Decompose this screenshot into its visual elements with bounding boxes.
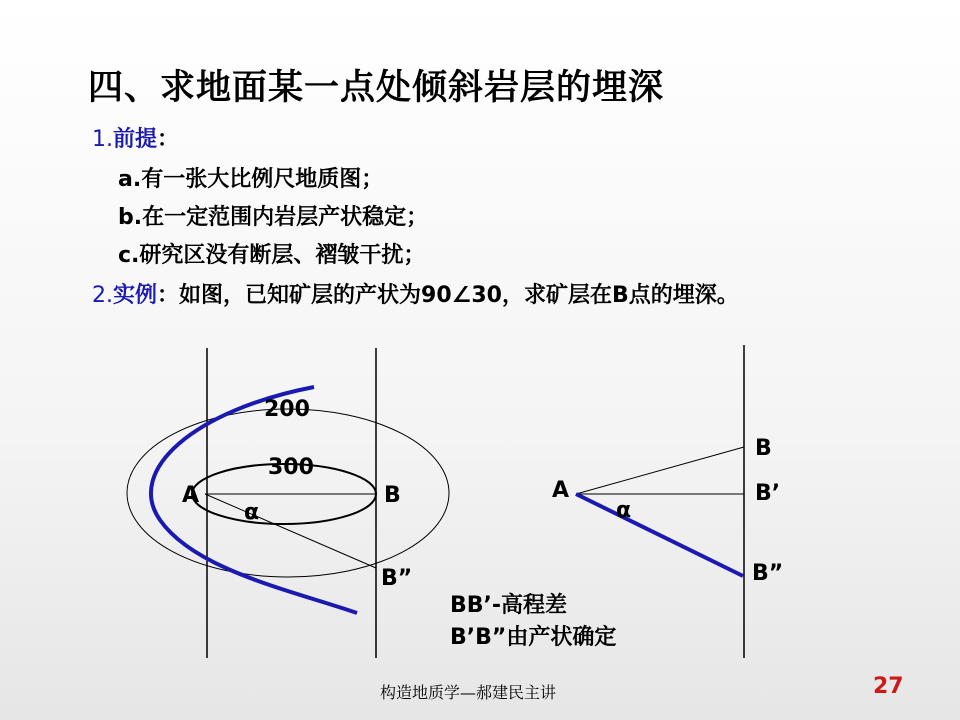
condition-c: c.研究区没有断层、褶皱干扰； [118,243,426,268]
ore-layer-dip-line [576,494,743,576]
premise-number: 1. [92,127,113,152]
premise-colon: ： [157,127,180,152]
section-angle-alpha-label: α [616,498,632,523]
point-b-label: B [384,483,401,508]
premise-label: 前提 [113,127,158,152]
section-point-b-label: B [755,436,772,461]
example-text: ：如图，已知矿层的产状为90∠30，求矿层在B点的埋深。 [157,283,739,308]
section-view-diagram [552,345,783,658]
point-b2-label: B” [381,566,413,591]
note-attitude-determined: B’B”由产状确定 [450,625,617,650]
note-elevation-difference: BB’-高程差 [450,593,568,618]
contour-label-200: 200 [264,397,310,422]
section-point-b1-label: B’ [755,481,781,506]
contour-label-300: 300 [268,455,314,480]
section-point-a-label: A [552,478,570,503]
condition-b: b.在一定范围内岩层产状稳定； [118,205,429,230]
condition-a: a.有一张大比例尺地质图； [118,167,384,192]
footer-text: 构造地质学—郝建民主讲 [380,683,557,702]
point-a-label: A [182,483,200,508]
map-view-diagram [127,348,449,658]
surface-line-a-b [576,447,744,494]
section-point-b2-label: B” [752,561,784,586]
dip-line-a-b2 [205,494,376,568]
example-number: 2. [92,283,113,308]
slide-title: 四、求地面某一点处倾斜岩层的埋深 [88,68,665,108]
example-label: 实例 [113,283,158,308]
angle-alpha-label: α [244,500,260,525]
page-number: 27 [873,674,904,699]
